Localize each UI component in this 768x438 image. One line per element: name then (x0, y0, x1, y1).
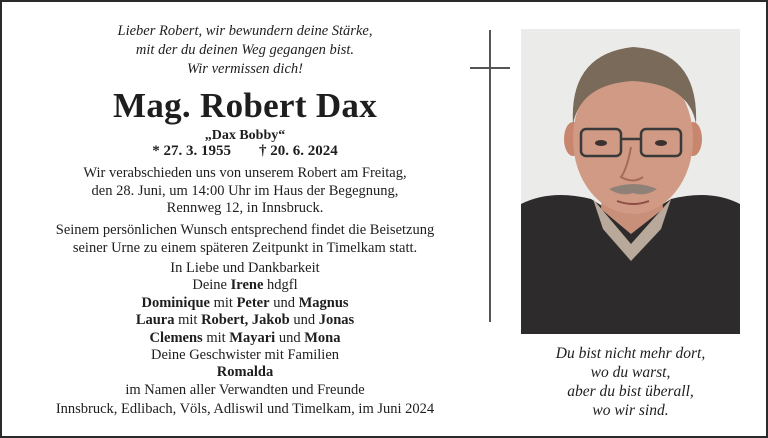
portrait-photo (521, 29, 740, 334)
deceased-name: Mag. Robert Dax (112, 86, 378, 125)
poem-line: wo du warst, (590, 364, 671, 381)
family-line: Clemens mit Mayari und Mona (149, 329, 341, 346)
paragraph-line: seiner Urne zu einem späteren Zeitpunkt in Timelkam statt. (72, 239, 418, 256)
opening-quote (20, 22, 470, 79)
family-line: Romalda (216, 364, 274, 381)
family-intro: In Liebe und Dankbarkeit (170, 260, 320, 276)
poem-line: wo wir sind. (592, 402, 669, 419)
family-line: im Namen aller Verwandten und Freunde (125, 381, 365, 398)
family-line: Laura mit Robert, Jakob und Jonas (135, 312, 355, 329)
place-date: Innsbruck, Edlibach, Völs, Adliswil und Timelkam, im Juni 2024 (55, 401, 435, 417)
paragraph-line: Rennweg 12, in Innsbruck. (166, 200, 324, 216)
quote-line: Wir vermissen dich! (187, 61, 303, 77)
poem-line: aber du bist überall, (567, 383, 694, 400)
paragraph-line: Seinem persönlichen Wunsch entsprechend findet die Beisetzung (55, 222, 435, 238)
cross-icon-bar (470, 67, 510, 69)
family-line: Dominique mit Peter und Magnus (141, 294, 349, 311)
nickname: „Dax Bobby“ (204, 128, 286, 143)
paragraph-line: Wir verabschieden uns von unserem Robert am Freitag, (83, 165, 407, 181)
farewell-paragraph (20, 165, 470, 218)
portrait-illustration (521, 29, 740, 334)
family-signature (20, 260, 470, 399)
death-date: † 20. 6. 2024 (259, 143, 338, 159)
family-line: Deine Irene hdgfl (192, 277, 298, 294)
memorial-poem (521, 344, 740, 420)
birth-date: * 27. 3. 1955 (152, 143, 231, 159)
life-dates (20, 142, 470, 160)
family-line: Deine Geschwister mit Familien (150, 347, 340, 364)
cross-icon (489, 30, 491, 322)
poem-line: Du bist nicht mehr dort, (555, 345, 706, 362)
quote-line: mit der du deinen Weg gegangen bist. (135, 42, 355, 58)
paragraph-line: den 28. Juni, um 14:00 Uhr im Haus der Begegnung, (91, 182, 399, 199)
burial-paragraph (20, 222, 470, 257)
quote-line: Lieber Robert, wir bewundern deine Stärke, (117, 23, 373, 39)
